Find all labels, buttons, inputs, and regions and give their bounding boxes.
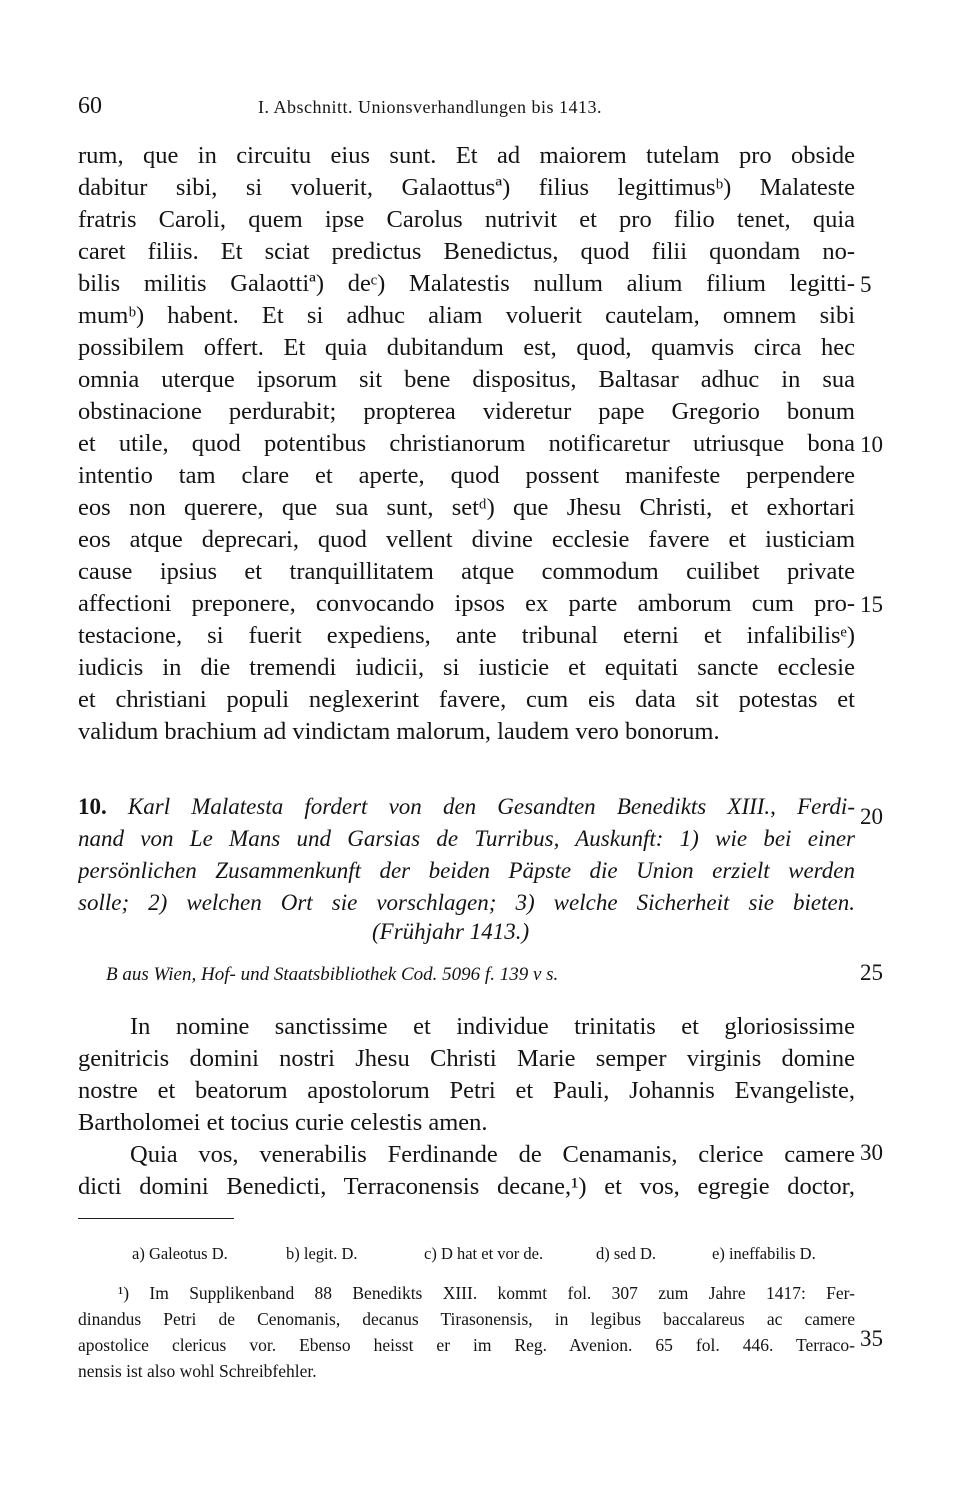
apparatus-note: d) sed D. bbox=[596, 1244, 657, 1263]
text-line: dicti domini Benedicti, Terraconensis decane,¹) et vos, egregie doctor, bbox=[78, 1173, 855, 1200]
heading-line: persönlichen Zusammenkunft der beiden Päpste die Union erzielt werden bbox=[78, 858, 855, 883]
section-date: (Frühjahr 1413.) bbox=[372, 919, 530, 944]
heading-line: solle; 2) welchen Ort sie vorschlagen; 3) welche Sicherheit sie bieten. bbox=[78, 890, 855, 915]
text-line: testacione, si fuerit expediens, ante tribunal eterni et infalibilisᵉ) bbox=[78, 622, 855, 649]
line-number: 10 bbox=[860, 432, 883, 457]
text-line: nostre et beatorum apostolorum Petri et Pauli, Johannis Evangeliste, bbox=[78, 1077, 855, 1104]
text-line: rum, que in circuitu eius sunt. Et ad maiorem tutelam pro obside bbox=[78, 142, 855, 169]
line-number: 25 bbox=[860, 960, 883, 985]
footnote-line: ¹) Im Supplikenband 88 Benedikts XIII. kommt fol. 307 zum Jahre 1417: Fer- bbox=[118, 1283, 855, 1303]
text-line: intentio tam clare et aperte, quod possent manifeste perpendere bbox=[78, 462, 855, 489]
text-line: et utile, quod potentibus christianorum notificaretur utriusque bona bbox=[78, 430, 855, 457]
text-line: fratris Caroli, quem ipse Carolus nutrivit et pro filio tenet, quia bbox=[78, 206, 855, 233]
apparatus-note: a) Galeotus D. bbox=[132, 1244, 228, 1263]
text-line: iudicis in die tremendi iudicii, si iusticie et equitati sancte ecclesie bbox=[78, 654, 855, 681]
text-line: validum brachium ad vindictam malorum, laudem vero bonorum. bbox=[78, 718, 720, 745]
footnote-rule bbox=[78, 1218, 234, 1219]
heading-line: 10. Karl Malatesta fordert von den Gesandten Benedikts XIII., Ferdi- bbox=[78, 794, 855, 819]
page-number: 60 bbox=[78, 93, 102, 119]
text-line: eos atque deprecari, quod vellent divine ecclesie favere et iusticiam bbox=[78, 526, 855, 553]
text-line: obstinacione perdurabit; propterea videretur pape Gregorio bonum bbox=[78, 398, 855, 425]
text-line: Quia vos, venerabilis Ferdinande de Cenamanis, clerice camere bbox=[130, 1141, 855, 1168]
text-line: affectioni preponere, convocando ipsos ex parte amborum cum pro- bbox=[78, 590, 855, 617]
footnote-line: dinandus Petri de Cenomanis, decanus Tirasonensis, in legibus baccalareus ac camere bbox=[78, 1309, 855, 1329]
line-number: 30 bbox=[860, 1140, 883, 1165]
text-line: Bartholomei et tocius curie celestis amen. bbox=[78, 1109, 488, 1136]
apparatus-note: b) legit. D. bbox=[286, 1244, 358, 1263]
text-line: eos non querere, que sua sunt, setᵈ) que Jhesu Christi, et exhortari bbox=[78, 494, 855, 521]
text-line: bilis militis Galaottiª) deᶜ) Malatestis nullum alium filium legitti- bbox=[78, 270, 855, 297]
text-line: possibilem offert. Et quia dubitandum est, quod, quamvis circa hec bbox=[78, 334, 855, 361]
source-note: B aus Wien, Hof- und Staatsbibliothek Cod. 5096 f. 139 v s. bbox=[106, 964, 559, 985]
line-number: 15 bbox=[860, 592, 883, 617]
apparatus-note: e) ineffabilis D. bbox=[712, 1244, 816, 1263]
text-line: omnia uterque ipsorum sit bene dispositus, Baltasar adhuc in sua bbox=[78, 366, 855, 393]
text-line: et christiani populi neglexerint favere, cum eis data sit potestas et bbox=[78, 686, 855, 713]
section-number: 10. bbox=[78, 794, 107, 819]
line-number: 5 bbox=[860, 272, 872, 297]
line-number: 20 bbox=[860, 804, 883, 829]
text-line: mumᵇ) habent. Et si adhuc aliam voluerit cautelam, omnem sibi bbox=[78, 302, 855, 329]
footnote-line: apostolice clericus vor. Ebenso heisst er im Reg. Avenion. 65 fol. 446. Terraco- bbox=[78, 1335, 855, 1355]
heading-line: nand von Le Mans und Garsias de Turribus, Auskunft: 1) wie bei einer bbox=[78, 826, 855, 851]
footnote-line: nensis ist also wohl Schreibfehler. bbox=[78, 1361, 317, 1381]
apparatus-note: c) D hat et vor de. bbox=[424, 1244, 544, 1263]
line-number: 35 bbox=[860, 1326, 883, 1351]
text-line: genitricis domini nostri Jhesu Christi Marie semper virginis domine bbox=[78, 1045, 855, 1072]
text-line: dabitur sibi, si voluerit, Galaottusª) filius legittimusᵇ) Malateste bbox=[78, 174, 855, 201]
text-line: In nomine sanctissime et individue trinitatis et gloriosissime bbox=[130, 1013, 855, 1040]
running-head: I. Abschnitt. Unionsverhandlungen bis 1413. bbox=[258, 97, 602, 117]
text-line: cause ipsius et tranquillitatem atque commodum cuilibet private bbox=[78, 558, 855, 585]
text-line: caret filiis. Et sciat predictus Benedictus, quod filii quondam no- bbox=[78, 238, 855, 265]
